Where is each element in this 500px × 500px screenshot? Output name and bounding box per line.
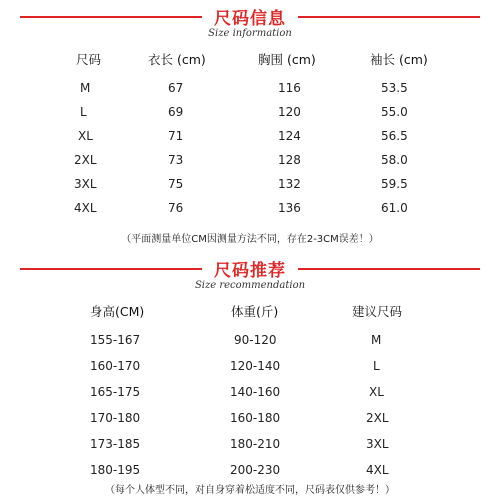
- sleeve-cell: 56.5: [381, 129, 408, 143]
- height-cell: 180-195: [90, 463, 141, 477]
- size-cell: L: [80, 105, 87, 119]
- table-row: [0, 408, 500, 428]
- suggested-size-cell: XL: [369, 385, 384, 399]
- column-header-size: 尺码: [76, 52, 102, 67]
- sleeve-cell: 59.5: [381, 177, 408, 191]
- weight-cell: 200-230: [230, 463, 281, 477]
- sleeve-cell: 55.0: [381, 105, 408, 119]
- table-header-row: [0, 302, 500, 322]
- table-row: [0, 78, 500, 98]
- suggested-size-cell: M: [371, 333, 382, 347]
- height-cell: 173-185: [90, 437, 141, 451]
- column-header-suggested-size: 建议尺码: [352, 304, 403, 319]
- height-cell: 160-170: [90, 359, 141, 373]
- weight-cell: 90-120: [234, 333, 277, 347]
- length-cell: 67: [168, 81, 184, 95]
- chest-cell: 132: [278, 177, 301, 191]
- measurement-note: （平面测量单位CM因测量方法不同，存在2-3CM误差！）: [121, 234, 379, 245]
- length-cell: 76: [168, 201, 184, 215]
- fit-note: （每个人体型不同，对自身穿着松适度不同，尺码表仅供参考！）: [105, 485, 395, 496]
- size-cell: XL: [78, 129, 93, 143]
- size-rec-subtitle: Size recommendation: [194, 280, 306, 291]
- chest-cell: 128: [278, 153, 301, 167]
- chest-cell: 124: [278, 129, 301, 143]
- sleeve-cell: 61.0: [381, 201, 408, 215]
- weight-cell: 180-210: [230, 437, 281, 451]
- chest-cell: 120: [278, 105, 301, 119]
- table-row: [0, 150, 500, 170]
- suggested-size-cell: 4XL: [366, 463, 389, 477]
- size-rec-title: 尺码推荐: [214, 261, 286, 281]
- weight-cell: 140-160: [230, 385, 281, 399]
- height-cell: 170-180: [90, 411, 141, 425]
- suggested-size-cell: 2XL: [366, 411, 389, 425]
- table-header-row: [0, 50, 500, 70]
- weight-cell: 120-140: [230, 359, 281, 373]
- chest-cell: 136: [278, 201, 301, 215]
- size-info-subtitle: Size information: [208, 28, 292, 39]
- weight-cell: 160-180: [230, 411, 281, 425]
- table-row: [0, 198, 500, 218]
- table-row: [0, 382, 500, 402]
- column-header-sleeve: 袖长 (cm): [370, 52, 428, 67]
- size-cell: M: [80, 81, 91, 95]
- table-row: [0, 174, 500, 194]
- table-row: [0, 460, 500, 480]
- height-cell: 155-167: [90, 333, 141, 347]
- size-info-title: 尺码信息: [214, 9, 286, 29]
- length-cell: 73: [168, 153, 184, 167]
- table-row: [0, 126, 500, 146]
- sleeve-cell: 53.5: [381, 81, 408, 95]
- length-cell: 71: [168, 129, 184, 143]
- sleeve-cell: 58.0: [381, 153, 408, 167]
- size-cell: 3XL: [74, 177, 97, 191]
- length-cell: 75: [168, 177, 184, 191]
- column-header-length: 衣长 (cm): [148, 52, 206, 67]
- column-header-chest: 胸围 (cm): [258, 52, 316, 67]
- length-cell: 69: [168, 105, 184, 119]
- height-cell: 165-175: [90, 385, 141, 399]
- column-header-weight: 体重(斤): [231, 304, 279, 319]
- table-row: [0, 434, 500, 454]
- size-cell: 4XL: [74, 201, 97, 215]
- chest-cell: 116: [278, 81, 301, 95]
- table-row: [0, 356, 500, 376]
- size-cell: 2XL: [74, 153, 97, 167]
- column-header-height: 身高(CM): [90, 304, 145, 319]
- table-row: [0, 330, 500, 350]
- table-row: [0, 102, 500, 122]
- suggested-size-cell: 3XL: [366, 437, 389, 451]
- suggested-size-cell: L: [373, 359, 380, 373]
